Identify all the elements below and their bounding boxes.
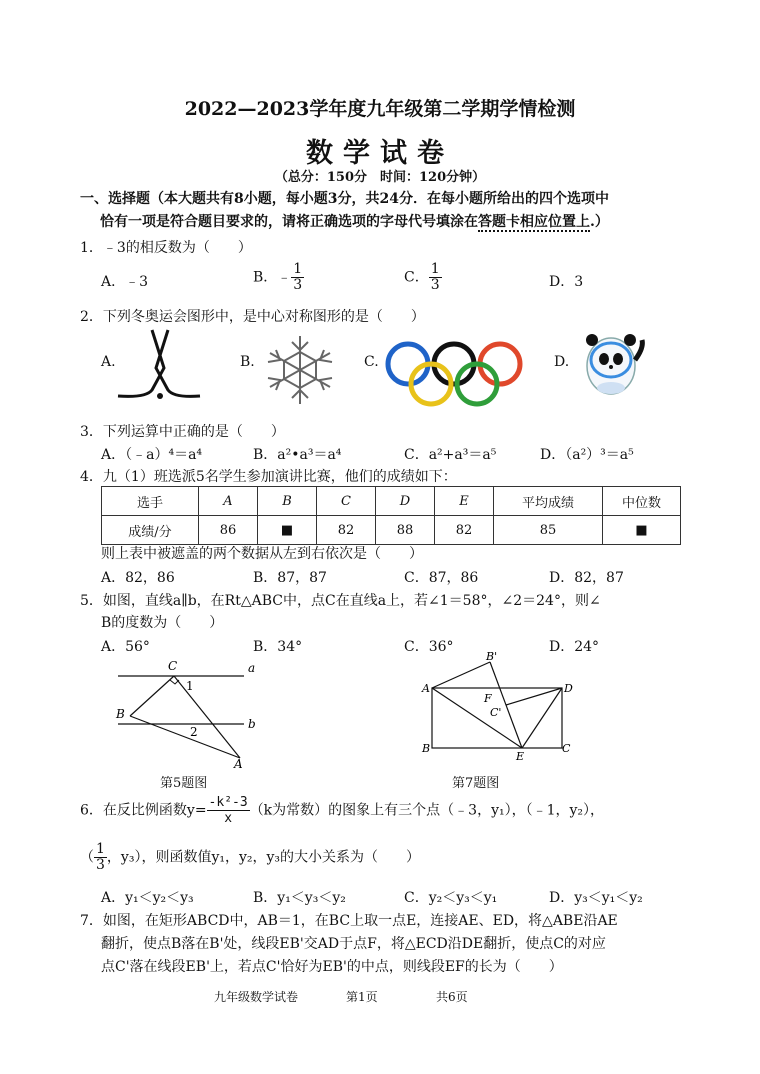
q3-option-c: C．a²+a³＝a⁵	[404, 447, 497, 463]
fig5-label: 1	[186, 679, 194, 693]
fig5-label: A	[234, 757, 243, 768]
q4-option-b: B．87，87	[253, 570, 327, 586]
q5-option-c: C．36°	[404, 639, 454, 655]
fig5-label: a	[248, 661, 256, 675]
table-cell: E	[435, 487, 494, 516]
exam-info: （总分：150分 时间：120分钟）	[274, 170, 486, 185]
q2-option-d: D.	[554, 354, 570, 370]
q1-c-fraction	[429, 262, 442, 293]
frac-den: x	[224, 811, 233, 826]
footer-page: 第1页	[346, 990, 378, 1004]
table-cell: 中位数	[603, 487, 681, 516]
frac-den: 3	[293, 277, 303, 293]
q5-option-b: B．34°	[253, 639, 303, 655]
footer-title: 九年级数学试卷	[214, 990, 299, 1004]
q6-point-fraction	[94, 842, 107, 873]
q6-option-b: B．y₁＜y₃＜y₂	[253, 890, 346, 906]
score-table-header	[102, 487, 681, 516]
section-instruction-2	[100, 211, 609, 231]
table-cell: 85	[494, 516, 603, 545]
frac-num: -k²-3	[208, 795, 248, 810]
fig5-label: b	[248, 717, 256, 731]
q1-option-c	[404, 262, 442, 293]
q6-option-c: C．y₂＜y₃＜y₁	[404, 890, 498, 906]
q3-option-b: B．a²•a³＝a⁴	[253, 447, 342, 463]
q7-stem-2: 翻折，使点B落在B'处，线段EB'交AD于点F，将△ECD沿DE翻折，使点C的对应	[101, 936, 606, 952]
q5-option-a: A．56°	[101, 639, 150, 655]
frac-num: 1	[96, 841, 105, 857]
hockey-sticks-icon	[112, 328, 202, 402]
q6-text: （k为常数）的图象上有三个点（﹣3，y₁），（﹣1，y₂），	[249, 802, 605, 819]
table-cell: ■	[603, 516, 681, 545]
table-cell: 成绩/分	[102, 516, 199, 545]
q3-option-d: D．（a²）³＝a⁵	[540, 447, 634, 463]
q4-stem: 4．九（1）班选派5名学生参加演讲比赛，他们的成绩如下：	[80, 469, 457, 485]
fig7-label: A	[422, 682, 430, 695]
q6-stem-1	[80, 795, 604, 826]
fig7-label: C'	[490, 706, 502, 719]
snowflake-icon	[262, 332, 338, 408]
section-instruction-1: 一、选择题（本大题共有8小题，每小题3分，共24分．在每小题所给出的四个选项中	[80, 191, 609, 207]
fig7-label: E	[516, 750, 525, 762]
instruction-text: 恰有一项是符合题目要求的，请将正确选项的字母代号填涂在	[100, 214, 478, 230]
table-cell: B	[258, 487, 317, 516]
q6-option-a: A．y₁＜y₂＜y₃	[101, 890, 194, 906]
q1-option-d: D．3	[549, 274, 584, 290]
q1-option-a: A．﹣3	[101, 274, 149, 290]
table-cell: 82	[317, 516, 376, 545]
footer-total: 共6页	[436, 990, 468, 1004]
q6-text: （	[80, 849, 94, 866]
fig7-label: C	[562, 742, 571, 755]
q3-stem: 3．下列运算中正确的是（ ）	[80, 424, 285, 440]
table-cell: A	[199, 487, 258, 516]
fig7-label: B	[422, 742, 431, 755]
q2-option-b: B.	[240, 354, 255, 370]
fig5-label: B	[116, 707, 125, 721]
q1-b-fraction	[291, 262, 304, 293]
table-cell: 86	[199, 516, 258, 545]
q2-option-a: A.	[101, 354, 116, 370]
q1-c-label: C．	[404, 269, 429, 286]
table-cell: C	[317, 487, 376, 516]
frac-num: 1	[293, 261, 303, 277]
fig7-label: F	[484, 692, 492, 705]
q1-stem: 1．﹣3的相反数为（ ）	[80, 240, 252, 256]
score-table	[101, 486, 681, 545]
q6-option-d: D．y₃＜y₁＜y₂	[549, 890, 643, 906]
frac-den: 3	[430, 277, 440, 293]
table-cell: ■	[258, 516, 317, 545]
q1-b-label: B．﹣	[253, 269, 292, 286]
fig7-caption: 第7题图	[452, 776, 500, 791]
olympic-rings-icon	[382, 340, 526, 408]
q6-fraction	[207, 795, 250, 826]
table-cell: 88	[376, 516, 435, 545]
q7-stem-1: 7．如图，在矩形ABCD中，AB＝1，在BC上取一点E，连接AE、ED，将△ABE沿AE	[80, 913, 618, 929]
subject-title: 数学试卷	[306, 138, 454, 169]
q2-option-c: C.	[364, 354, 379, 370]
fig5-caption: 第5题图	[160, 776, 208, 791]
table-cell: 平均成绩	[494, 487, 603, 516]
frac-den: 3	[96, 857, 105, 873]
q7-stem-3: 点C'落在线段EB'上，若点C'恰好为EB'的中点，则线段EF的长为（ ）	[101, 959, 563, 975]
table-cell: 选手	[102, 487, 199, 516]
figure-7	[418, 652, 578, 762]
fig7-label: D	[564, 682, 573, 695]
fig5-label: C	[168, 659, 178, 673]
q6-text: 6．在反比例函数y=	[80, 802, 207, 819]
score-table-row	[102, 516, 681, 545]
instruction-emphasis: 答题卡相应位置上	[478, 214, 590, 230]
q6-stem-2	[80, 842, 420, 873]
q4-option-c: C．87，86	[404, 570, 479, 586]
panda-mascot-icon	[578, 330, 648, 400]
fig5-label: 2	[190, 725, 198, 739]
q5-stem-2: B的度数为（ ）	[101, 615, 224, 631]
q2-stem: 2．下列冬奥运会图形中，是中心对称图形的是（ ）	[80, 309, 425, 325]
exam-title: 2022—2023学年度九年级第二学期学情检测	[184, 98, 576, 120]
q4-option-d: D．82，87	[549, 570, 624, 586]
q4-follow: 则上表中被遮盖的两个数据从左到右依次是（ ）	[101, 546, 423, 562]
q5-stem-1: 5．如图，直线a∥b，在Rt△ABC中，点C在直线a上，若∠1＝58°，∠2＝24°，则∠	[80, 593, 601, 609]
frac-num: 1	[430, 261, 440, 277]
q4-option-a: A．82，86	[101, 570, 175, 586]
q6-text: ，y₃），则函数值y₁，y₂，y₃的大小关系为（ ）	[106, 849, 421, 866]
figure-5	[108, 656, 268, 768]
instruction-end: .）	[590, 214, 609, 230]
table-cell: 82	[435, 516, 494, 545]
table-cell: D	[376, 487, 435, 516]
fig7-label: B'	[486, 652, 498, 663]
q3-option-a: A．（﹣a）⁴＝a⁴	[101, 447, 203, 463]
q1-option-b	[253, 262, 304, 293]
q5-option-d: D．24°	[549, 639, 600, 655]
